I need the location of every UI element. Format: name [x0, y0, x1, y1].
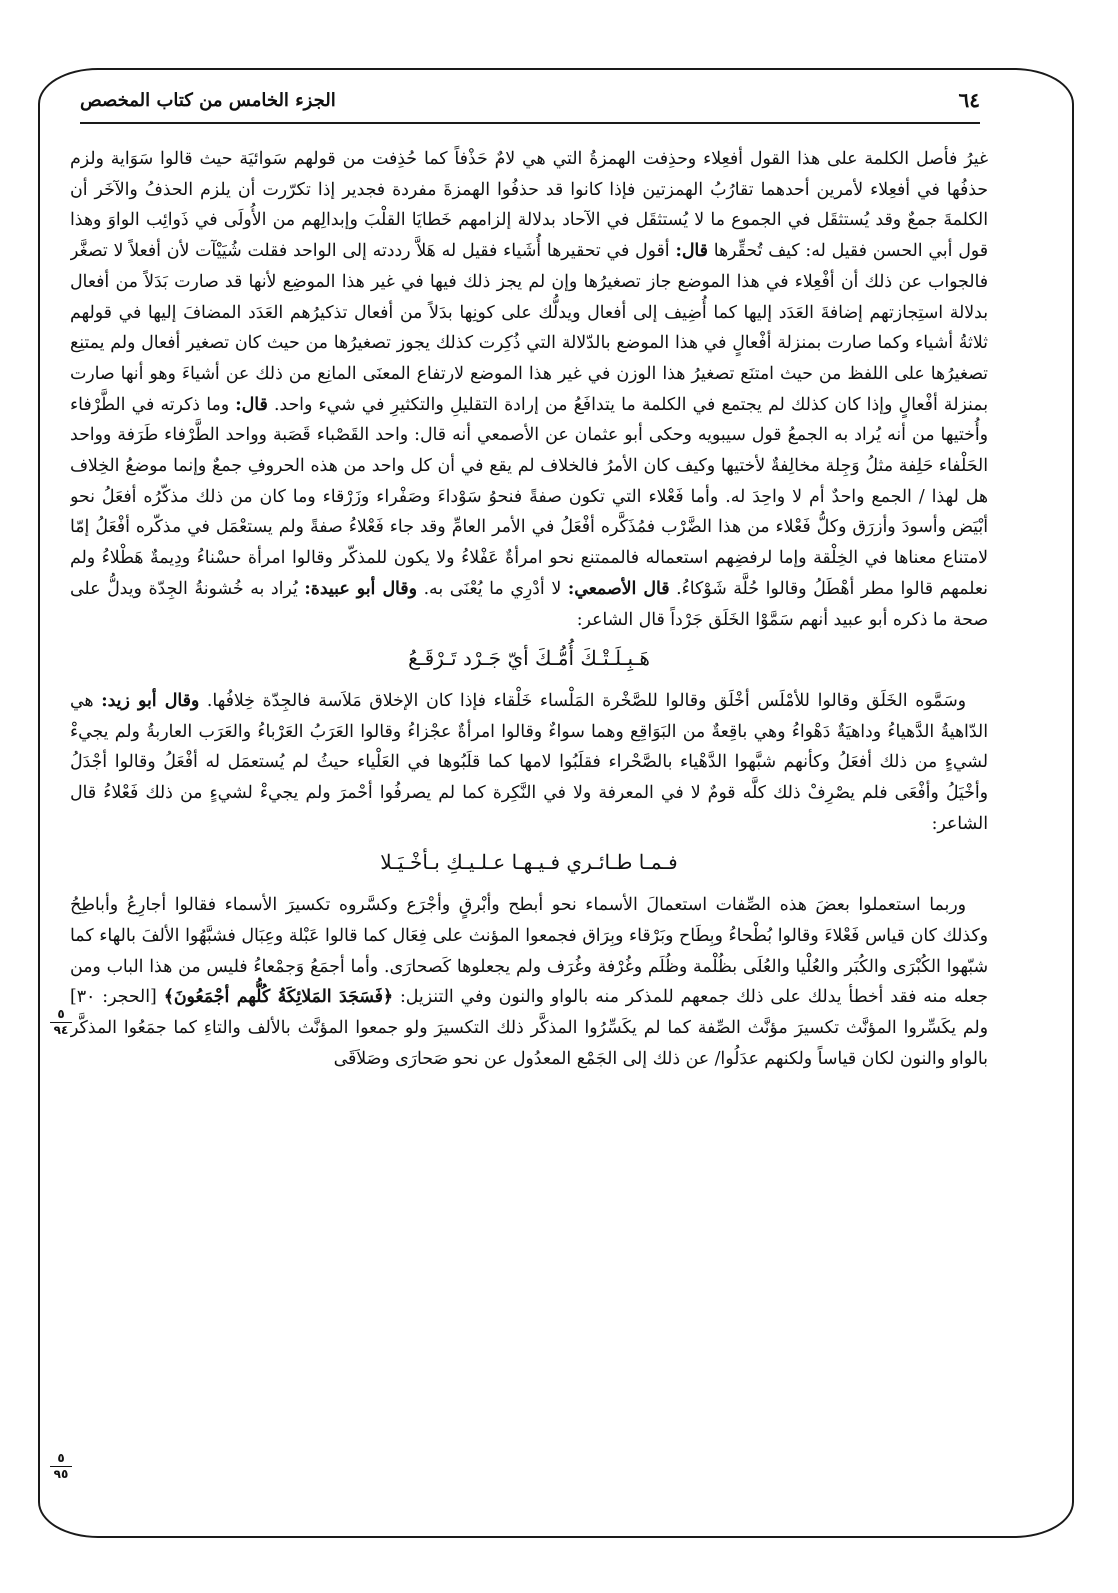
page-number: ٦٤: [958, 88, 980, 112]
paragraph: [70, 686, 988, 840]
text-run: هي الدّاهيةُ الدَّهياءُ وداهيَةٌ دَهْواءُ وهي باقِعةٌ من البَوَاقِع وهما سواءٌ وقالوا امرأةٌ عجْزاءُ وقالوا العَرَبُ العَرْباءُ والعَرَب العاربةُ ولم يجيءْ لشيءٍ من ذلك أفعَلُ وكأنهم شبَّهوا الدَّهْياء بالصَّحْراء فقلَبُوا لامها كما قلَبُوها في العَلْياء حيثُ لم يُستعمَل له أفْعَلُ وقالوا أجْدَلُ وأخْيَلُ وأفْعَى فلم يصْرِفْ ذلك كلَّه قومٌ لا في المعرفة ولا في النَّكِرة كما لم يصرفُوا أحْمرَ ولم يجيءْ لشيءٍ من ذلك فَعْلاءُ قال الشاعر:: [70, 690, 988, 834]
verse-line: هَـبِـلَـتْـكَ أُمُّـكَ أيّ جَـرْد تَـرْقَـعُ: [408, 646, 650, 671]
speaker-label: قال:: [675, 241, 708, 262]
text-run: وربما استعملوا بعضَ هذه الصِّفات استعمالَ الأسماء نحو أبطح وأبْرقٍ وأجْرَع وكسَّروه تكسيرَ الأسماء فقالوا أجارِعُ وأباطِحُ وكذلك كان قياس فَعْلاءَ وقالوا بُطْحاءُ وبِطَاح وبَرْقاء وبِرَاق فجمعوا المؤنث على فِعَال كما قالوا عَبْلة وعِبَال فشبَّهُوا الألفَ بالهاء كما شبّهوا الكُبْرَى والكُبَر والعُلْيا والعُلَى بظُلْمة وظُلَم وغُرْفة وغُرَف ولم يجعلوها كَصحارَى. وأما أجمَعُ وَجمْعاءُ فليس من هذا الباب ومن جعله منه فقد أخطأ يدلك على ذلك جمعهم للمذكر منه بالواو والنون وفي التنزيل:: [70, 895, 988, 1008]
running-title: الجزء الخامس من كتاب المخصص: [80, 89, 336, 111]
text-run: غيرُ فأصل الكلمة على هذا القول أفعِلاء وحذِفت الهمزةُ التي هي لامٌ حَذْفاً كما حُذِفت من قولهم سَوائيَة حيث قالوا سَوَاية ولزم حذفُها في أفعِلاء لأمرين أحدهما تقارُبُ الهمزتين فإذا كانوا قد حذفُوا الهمزةَ مفردة فجدير إذا تكرّرت أن يلزم الحذفُ والآخَر أن الكلمةَ جمعٌ وقد يُستثقَل في الجموع ما لا يُستثقَل في الآحاد بدلالة إلزامهم خَطايَا القلْبَ وإبدالِهم من الأُولَى في ذَوائِب الواوَ وهذا قول أبي الحسن فقيل له: كيف تُحقِّرها: [70, 149, 988, 262]
margin-note-top: ٥: [57, 1007, 65, 1021]
speaker-label: قال:: [235, 394, 268, 415]
quran-reference: [الحجر: ٣٠]: [70, 987, 157, 1008]
paragraph: [70, 890, 988, 1074]
page-header: [80, 82, 980, 118]
page-body: [70, 144, 988, 1514]
paragraph: [70, 144, 988, 635]
text-run: وما ذكرته في الطَّرْفاء وأُختيها من أنه يُراد به الجمعُ قول سيبويه وحكى أبو عثمان عن الأصمعي أنه قال: واحد القَصْباء قَصَبة وواحد الطَّرْفاء طَرَفة وواحد الحَلْفاء حَلِفة مثلُ وَجِلة مخالِفةٌ لأختيها وكيف كان الأمرُ فالخلاف لم يقع في أن كل واحد من هذه الحروفِ جمعٌ وإنما موضعُ الخِلاف هل لهذا / الجمع واحدٌ أم لا واحِدَ له. وأما فَعْلاء التي تكون صفةً فنحوُ سَوْداءَ وصَفْراء وزَرْقاء وما كان من ذلك مذكّرُه أفعَلُ نحو أبْيَض وأسودَ وأزرَق وكلُّ فَعْلاء من هذا الضَّرْب فمُذَكَّره أفْعَلُ في الأمر العامِّ وقد جاء فَعْلاءُ صفةً ولم يستعْمَل في مذكّره أفْعَلُ إمّا لامتناع معناها في الخِلْقة وإما لرفضِهم استعماله فالممتنع نحو امرأةٌ عَفْلاءُ ولا يكون للمذكّر وقالوا امرأة حسْناءُ ودِيمةٌ هَطْلاءُ ولم نعلمهم قالوا مطر أهْطَلُ وقالوا حُلَّة شَوْكاءُ.: [70, 394, 988, 599]
quran-quote: ﴿فَسَجَدَ المَلائِكَةُ كُلُّهم أجْمَعُونَ﴾: [163, 987, 394, 1008]
margin-note-bottom: ٩٥: [53, 1467, 69, 1481]
margin-note-bottom: ٩٤: [53, 1023, 69, 1037]
text-run: لا أدْرِي ما يُعْنَى به.: [423, 578, 562, 599]
text-run: أقول في تحقيرها أُشَياء فقيل له هَلاَّ رددته إلى الواحد فقلت شُيَيْآت لأن أفعلاً لا تصغَّر فالجواب عن ذلك أن أفْعِلاء في هذا الموضع جاز تصغيرُها وإن لم يجز ذلك فيها في غير هذا الموضِع لأنها قد صارت بَدَلاً من أفعال بدلالة استِجازتهم إضافةَ العَدَد إليها كما أُضِيف إلى أفعال ويدلُّك على كونِها بدَلاً من أفعال تذكيرُهم العَدَد المضافَ إليها في قولهم ثلاثةُ أشياء وكما صارت بمنزلة أفْعالٍ في هذا الموضع بالدّلالة التي ذُكِرت كذلك يجوز تصغيرُها من حيث كان تصغير أفعال ولم يمتنِع تصغيرُها على اللفظ من حيث امتنَع تصغيرُ هذا الوزن في غير هذا الموضع لارتفاع المعنَى المانِع من ذلك عن أشياءَ وهو أنها صارت بمنزلة أفْعالٍ وإذا كان كذلك لم يجتمع في الكلمة ما يتدافَعُ من إرادة التقليلِ والتكثيرِ في شيء واحد.: [70, 241, 988, 415]
text-run: وسَمَّوه الخَلَق وقالوا للأمْلَس أخْلَق وقالوا للصَّخْرة المَلْساء خَلْقاء فإذا كان الإخلاق مَلاَسة فالجِدّة خِلافُها.: [206, 690, 966, 711]
speaker-label: وقال أبو عبيدة:: [304, 578, 417, 599]
speaker-label: قال الأصمعي:: [567, 578, 670, 599]
speaker-label: وقال أبو زيد:: [101, 690, 200, 711]
margin-note-top: ٥: [57, 1451, 65, 1465]
verse-line: فـمـا طـائـري فـيـهـا عـلـيـكِ بـأخْـيَـلا: [380, 850, 678, 875]
text-run: ولم يكَسِّروا المؤنَّث تكسيرَ مؤنَّث الصِّفة كما لم يكَسِّرُوا المذكَّر ذلك التكسيرَ ولو جمعوا المؤنَّث بالألف والتاءِ كما جمَعُوا المذكَّر بالواو والنون لكان قياساً ولكنهم عدَلُوا/ عن ذلك إلى الجَمْع المعدُول عن نحو صَحارَى وصَلاَقَى: [70, 1017, 988, 1069]
header-rule: [80, 122, 980, 124]
text-run: يُراد به خُشونةُ الجِدّة ويدلُّ على صحة ما ذكره أبو عبيد أنهم سَمَّوْا الخَلَق جَرْداً قال الشاعر:: [70, 578, 988, 630]
